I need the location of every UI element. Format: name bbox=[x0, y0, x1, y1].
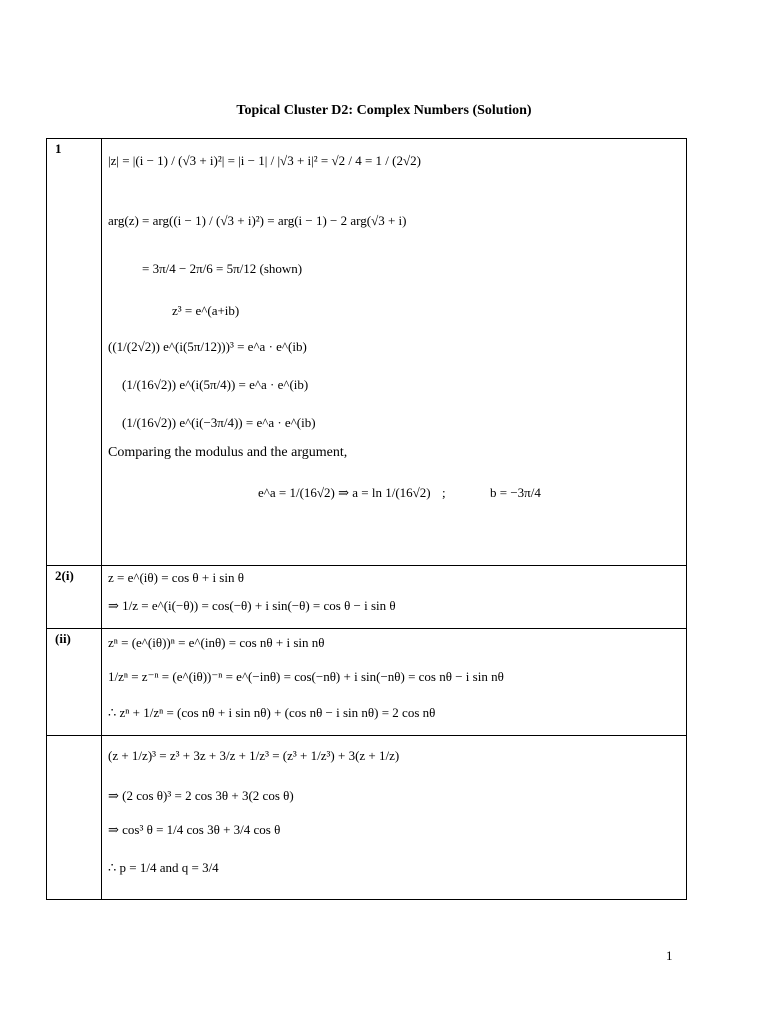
solution-cell bbox=[102, 566, 687, 629]
table-row bbox=[47, 566, 687, 629]
solution-line: ∴ p = 1/4 and q = 3/4 bbox=[108, 860, 219, 875]
solution-line: b = −3π/4 bbox=[490, 485, 541, 500]
solution-cell bbox=[102, 629, 687, 736]
solution-line: ⇒ (2 cos θ)³ = 2 cos 3θ + 3(2 cos θ) bbox=[108, 788, 294, 803]
solution-line: = 3π/4 − 2π/6 = 5π/12 (shown) bbox=[142, 261, 303, 276]
table-row bbox=[47, 736, 687, 900]
question-number: 2(i) bbox=[47, 566, 102, 629]
table-row bbox=[47, 139, 687, 566]
solution-cell bbox=[102, 736, 687, 900]
solution-line: ∴ zⁿ + 1/zⁿ = (cos nθ + i sin nθ) + (cos nθ − i sin nθ) = 2 cos nθ bbox=[108, 705, 436, 720]
table-row bbox=[47, 629, 687, 736]
solution-cell bbox=[102, 139, 687, 566]
page-title: Topical Cluster D2: Complex Numbers (Solution) bbox=[236, 103, 532, 118]
solution-line: zⁿ = (e^(iθ))ⁿ = e^(inθ) = cos nθ + i sin nθ bbox=[108, 635, 325, 650]
solution-line: (1/(16√2)) e^(i(−3π/4)) = e^a · e^(ib) bbox=[122, 415, 316, 430]
solution-line: z³ = e^(a+ib) bbox=[172, 303, 240, 318]
solution-line: |z| = |(i − 1) / (√3 + i)²| = |i − 1| / |√3 + i|² = √2 / 4 = 1 / (2√2) bbox=[108, 153, 421, 168]
solution-line: Comparing the modulus and the argument, bbox=[108, 445, 348, 460]
solution-table bbox=[46, 138, 687, 900]
solution-line: (z + 1/z)³ = z³ + 3z + 3/z + 1/z³ = (z³ + 1/z³) + 3(z + 1/z) bbox=[108, 748, 400, 763]
question-number: 1 bbox=[47, 139, 102, 566]
solution-line: (1/(16√2)) e^(i(5π/4)) = e^a · e^(ib) bbox=[122, 377, 309, 392]
solution-line: e^a = 1/(16√2) ⇒ a = ln 1/(16√2) bbox=[258, 485, 431, 500]
solution-line: ((1/(2√2)) e^(i(5π/12)))³ = e^a · e^(ib) bbox=[108, 339, 307, 354]
solution-line: arg(z) = arg((i − 1) / (√3 + i)²) = arg(i − 1) − 2 arg(√3 + i) bbox=[108, 213, 407, 228]
solution-line: 1/zⁿ = z⁻ⁿ = (e^(iθ))⁻ⁿ = e^(−inθ) = cos(−nθ) + i sin(−nθ) = cos nθ − i sin nθ bbox=[108, 669, 504, 684]
solution-line: z = e^(iθ) = cos θ + i sin θ bbox=[108, 570, 244, 585]
page-number: 1 bbox=[666, 948, 673, 963]
solution-line: ⇒ cos³ θ = 1/4 cos 3θ + 3/4 cos θ bbox=[108, 822, 281, 837]
solution-line: ⇒ 1/z = e^(i(−θ)) = cos(−θ) + i sin(−θ) = cos θ − i sin θ bbox=[108, 598, 396, 613]
separator: ; bbox=[442, 485, 446, 500]
question-number bbox=[47, 736, 102, 900]
question-number: (ii) bbox=[47, 629, 102, 736]
